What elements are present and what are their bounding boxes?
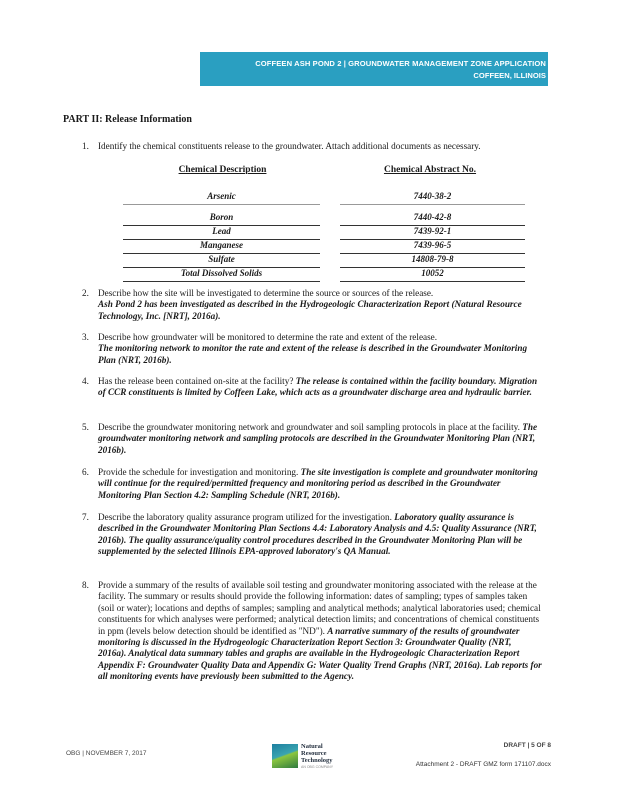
item-response: The groundwater monitoring network and sampling protocols are described in the Groundwater Monitoring Plan (NRT, 2016b). bbox=[98, 422, 538, 455]
item-number: 8. bbox=[82, 580, 89, 590]
header-banner bbox=[200, 52, 548, 86]
table-cell-cas: 14808-79-8 bbox=[340, 253, 525, 268]
logo-line: Natural bbox=[301, 743, 323, 750]
table-header-description: Chemical Description bbox=[178, 165, 267, 175]
nrt-logo-icon bbox=[272, 744, 298, 768]
item-number: 4. bbox=[82, 376, 89, 386]
part-title: PART II: Release Information bbox=[63, 114, 192, 125]
item-response: The release is contained within the facility boundary. Migration of CCR constituents is limited by Coffeen Lake, which acts as a groundwater discharge area and hydraulic barrier. bbox=[98, 376, 538, 398]
item-question: Identify the chemical constituents release to the groundwater. Attach additional documents as necessary. bbox=[98, 141, 481, 151]
table-cell-cas: 10052 bbox=[340, 267, 525, 282]
item-response: The site investigation is complete and groundwater monitoring will continue for the required/permitted frequency and monitoring period as described in the Groundwater Monitoring Plan Section 4.2: Sampling Schedule (NRT, 2016b). bbox=[98, 467, 538, 500]
table-cell-cas: 7440-42-8 bbox=[340, 211, 525, 226]
item-question: Provide the schedule for investigation and monitoring. bbox=[98, 467, 299, 477]
item-4 bbox=[82, 376, 542, 399]
item-number: 2. bbox=[82, 288, 89, 298]
table-cell-cas: 7440-38-2 bbox=[340, 190, 525, 205]
footer-filename: Attachment 2 - DRAFT GMZ form 171107.docx bbox=[415, 761, 551, 768]
footer-page: DRAFT | 5 OF 8 bbox=[503, 742, 551, 749]
item-2 bbox=[82, 288, 542, 322]
item-number: 1. bbox=[82, 141, 89, 151]
item-6 bbox=[82, 467, 542, 501]
item-response: Laboratory quality assurance is described in the Groundwater Monitoring Plan Sections 4.4: Laboratory Analysis and 4.5: Quality Assurance (NRT, 2016b). The quality assurance/quality control procedures described in the Groundwater Monitoring Plan will be supplemented by the selected Illinois EPA-approved laboratory's QA Manual. bbox=[98, 512, 537, 557]
table-cell-description: Arsenic bbox=[123, 190, 320, 205]
item-number: 6. bbox=[82, 467, 89, 477]
item-number: 3. bbox=[82, 332, 89, 342]
item-number: 7. bbox=[82, 512, 89, 522]
table-cell-cas: 7439-96-5 bbox=[340, 239, 525, 254]
footer-date: OBG | NOVEMBER 7, 2017 bbox=[66, 750, 147, 757]
table-cell-cas: 7439-92-1 bbox=[340, 225, 525, 240]
logo-line: Technology bbox=[301, 757, 333, 764]
table-cell-description: Manganese bbox=[123, 239, 320, 254]
logo-line: Resource bbox=[301, 750, 327, 757]
item-response: A narrative summary of the results of groundwater monitoring is discussed in the Hydrogeologic Characterization Report Section 3: Groundwater Quality (NRT, 2016a). Analytical data summary tables and graphs are available in the Hydrogeologic Characterization Report Appendix F: Groundwater Quality Data and Appendix G: Water Quality Trend Graphs (NRT, 2016a). Lab reports for all monitoring events have previously been submitted to the Agency. bbox=[98, 625, 542, 682]
nrt-logo-text bbox=[301, 743, 333, 771]
item-8 bbox=[82, 580, 542, 683]
item-question: Describe the laboratory quality assurance program utilized for the investigation. bbox=[98, 512, 392, 522]
item-7 bbox=[82, 512, 542, 558]
table-cell-description: Sulfate bbox=[123, 253, 320, 268]
item-question: Provide a summary of the results of available soil testing and groundwater monitoring associated with the release at the facility. The summary or results should provide the following information: dates of sampling; types of samples taken (soil or water); locations and depths of samples; sampling and analytical methods; analytical laboratories used; chemical constituents for which analyses were performed; analytical detection limits; and concentrations of chemical constituents in ppm (levels below detection should be identified as "ND"). bbox=[98, 580, 541, 636]
item-question: Describe how groundwater will be monitored to determine the rate and extent of the release. bbox=[98, 332, 438, 342]
item-1 bbox=[82, 141, 542, 152]
item-question: Has the release been contained on-site at the facility? bbox=[98, 376, 294, 386]
item-3 bbox=[82, 332, 542, 366]
item-response: Ash Pond 2 has been investigated as described in the Hydrogeologic Characterization Report (Natural Resource Technology, Inc. [NRT], 2016a). bbox=[98, 299, 522, 321]
table-cell-description: Total Dissolved Solids bbox=[123, 267, 320, 282]
item-number: 5. bbox=[82, 422, 89, 432]
item-question: Describe how the site will be investigated to determine the source or sources of the release. bbox=[98, 288, 434, 298]
header-location: COFFEEN, ILLINOIS bbox=[473, 71, 546, 80]
logo-subtext: AN OBG COMPANY bbox=[301, 765, 334, 769]
header-title: COFFEEN ASH POND 2 | GROUNDWATER MANAGEMENT ZONE APPLICATION bbox=[255, 59, 546, 68]
table-cell-description: Boron bbox=[123, 211, 320, 226]
item-question: Describe the groundwater monitoring network and groundwater and soil sampling protocols in place at the facility. bbox=[98, 422, 520, 432]
table-cell-description: Lead bbox=[123, 225, 320, 240]
item-5 bbox=[82, 422, 542, 456]
item-response: The monitoring network to monitor the rate and extent of the release is described in the Groundwater Monitoring Plan (NRT, 2016b). bbox=[98, 343, 528, 365]
table-header-cas: Chemical Abstract No. bbox=[383, 165, 477, 175]
